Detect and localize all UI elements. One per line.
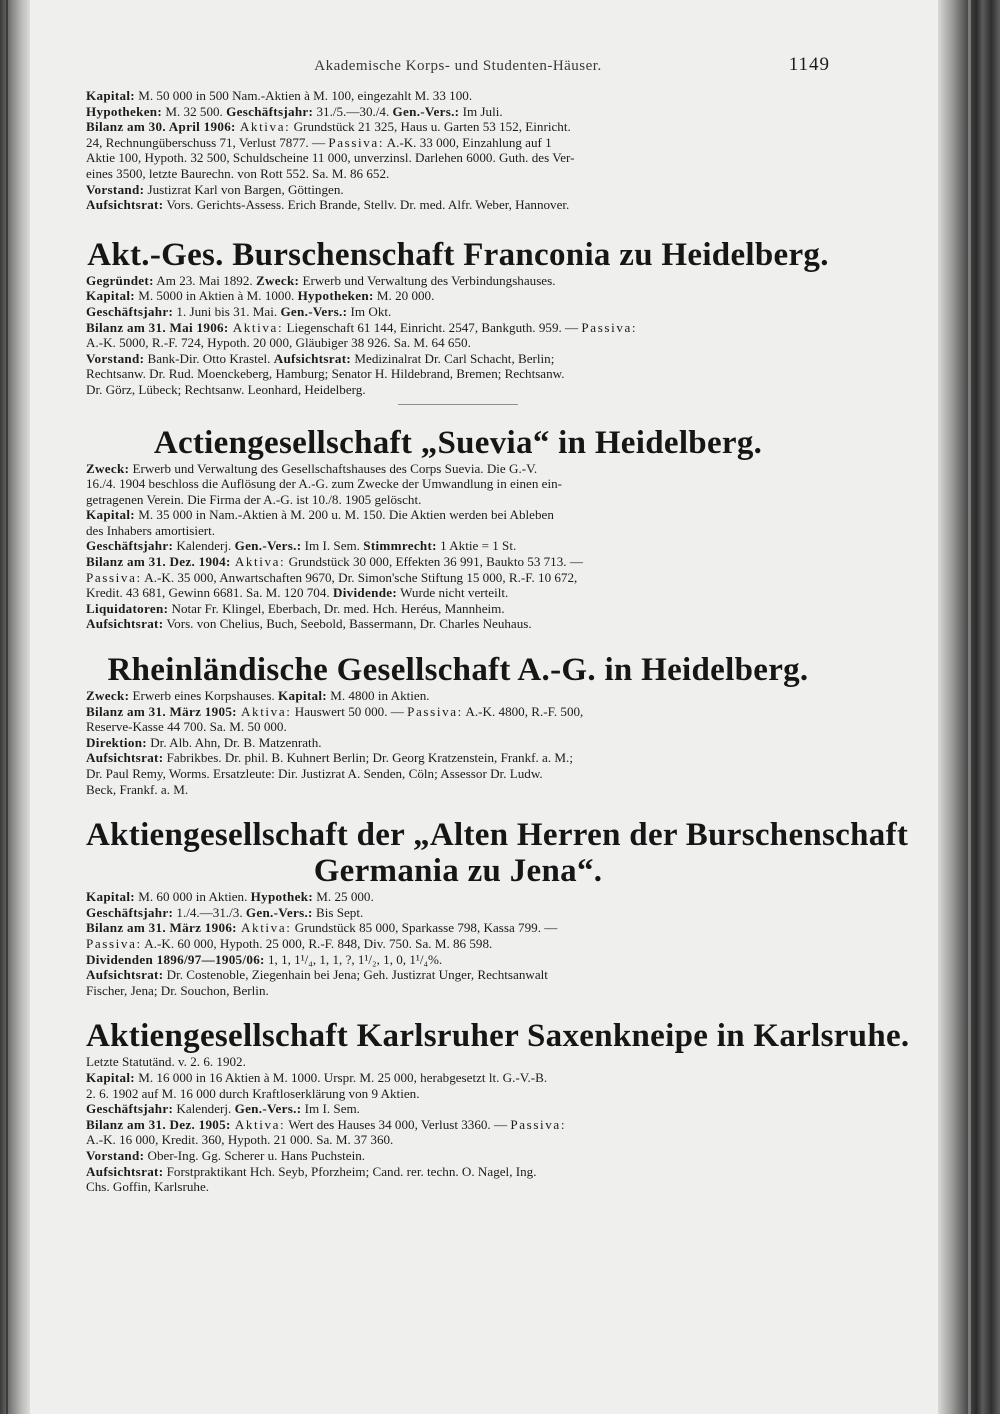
text-line: Bilanz am 31. Mai 1906: Aktiva: Liegenschaft 61 144, Einricht. 2547, Bankguth. 959. — Passiva:: [86, 319, 638, 335]
text-line: Vorstand: Bank-Dir. Otto Krastel. Aufsichtsrat: Medizinalrat Dr. Carl Schacht, Berlin;: [86, 350, 555, 366]
text-line: Aufsichtsrat: Forstpraktikant Hch. Seyb, Pforzheim; Cand. rer. techn. O. Nagel, Ing.: [86, 1163, 537, 1179]
entry-continued: [86, 88, 830, 213]
running-head-title: Akademische Korps- und Studenten-Häuser.: [314, 58, 602, 74]
text-line: 16./4. 1904 beschloss die Auflösung der A.-G. zum Zwecke der Umwandlung in einen ein-: [86, 476, 563, 492]
text-line: Geschäftsjahr: Kalenderj. Gen.-Vers.: Im I. Sem.: [86, 1101, 360, 1117]
page-number: 1149: [788, 54, 830, 75]
company-title-rheinlaendische: Rheinländische Gesellschaft A.-G. in Heidelberg.: [107, 652, 809, 689]
text-line: Beck, Frankf. a. M.: [86, 781, 189, 797]
text-line: Kapital: M. 60 000 in Aktien. Hypothek: M. 25 000.: [86, 889, 374, 905]
text-line: A.-K. 5000, R.-F. 724, Hypoth. 20 000, Gläubiger 38 926. Sa. M. 64 650.: [86, 335, 471, 351]
right-binding-edge: [938, 0, 1000, 1414]
text-line: Aufsichtsrat: Dr. Costenoble, Ziegenhain bei Jena; Geh. Justizrat Unger, Rechtsanwalt: [86, 967, 548, 983]
entry-germania-jena: [86, 889, 830, 998]
text-line: Kapital: M. 5000 in Aktien à M. 1000. Hypotheken: M. 20 000.: [86, 288, 435, 304]
company-title-saxenkneipe: Aktiengesellschaft Karlsruher Saxenkneipe in Karlsruhe.: [86, 1018, 910, 1055]
text-line: Kapital: M. 35 000 in Nam.-Aktien à M. 200 u. M. 150. Die Aktien werden bei Ableben: [86, 507, 554, 523]
text-line: Bilanz am 31. März 1906: Aktiva: Grundstück 85 000, Sparkasse 798, Kassa 799. —: [86, 920, 558, 936]
left-binding-shadow: [0, 0, 30, 1414]
text-line: Vorstand: Ober-Ing. Gg. Scherer u. Hans Puchstein.: [86, 1147, 366, 1163]
text-line: Bilanz am 31. März 1905: Aktiva: Hauswert 50 000. — Passiva: A.-K. 4800, R.-F. 500,: [86, 703, 584, 719]
text-line: Dr. Görz, Lübeck; Rechtsanw. Leonhard, Heidelberg.: [86, 381, 366, 397]
text-line: Liquidatoren: Notar Fr. Klingel, Eberbach, Dr. med. Hch. Heréus, Mannheim.: [86, 600, 505, 616]
running-head: [86, 54, 830, 88]
text-line: Bilanz am 30. April 1906: Aktiva: Grundstück 21 325, Haus u. Garten 53 152, Einricht.: [86, 119, 571, 135]
text-line: Aktie 100, Hypoth. 32 500, Schuldscheine 11 000, unverzinsl. Darlehen 6000. Guth. des Ver-: [86, 150, 575, 166]
text-line: Direktion: Dr. Alb. Ahn, Dr. B. Matzenrath.: [86, 734, 322, 750]
text-line: Fischer, Jena; Dr. Souchon, Berlin.: [86, 982, 269, 998]
text-line: eines 3500, letzte Baurechn. von Rott 552. Sa. M. 86 652.: [86, 165, 390, 181]
text-line: Aufsichtsrat: Vors. Gerichts-Assess. Erich Brande, Stellv. Dr. med. Alfr. Weber, Hannover.: [86, 197, 570, 213]
entry-franconia: [86, 273, 830, 398]
text-line: Letzte Statutänd. v. 2. 6. 1902.: [86, 1054, 246, 1070]
text-line: Dividenden 1896/97—1905/06: 1, 1, 1¹/₄, 1, 1, ?, 1¹/₂, 1, 0, 1¹/₄%.: [86, 951, 443, 967]
text-line: Zweck: Erwerb eines Korpshauses. Kapital: M. 4800 in Aktien.: [86, 688, 430, 704]
entry-saxenkneipe: [86, 1054, 830, 1194]
text-line: A.-K. 16 000, Kredit. 360, Hypoth. 21 000. Sa. M. 37 360.: [86, 1132, 394, 1148]
text-line: Zweck: Erwerb und Verwaltung des Gesellschaftshauses des Corps Suevia. Die G.-V.: [86, 460, 538, 476]
text-line: Vorstand: Justizrat Karl von Bargen, Göttingen.: [86, 181, 344, 197]
text-line: Hypotheken: M. 32 500. Geschäftsjahr: 31./5.—30./4. Gen.-Vers.: Im Juli.: [86, 103, 503, 119]
text-line: Geschäftsjahr: Kalenderj. Gen.-Vers.: Im I. Sem. Stimmrecht: 1 Aktie = 1 St.: [86, 538, 517, 554]
text-line: Bilanz am 31. Dez. 1904: Aktiva: Grundstück 30 000, Effekten 36 991, Baukto 53 713. —: [86, 554, 583, 570]
text-line: Geschäftsjahr: 1. Juni bis 31. Mai. Gen.-Vers.: Im Okt.: [86, 303, 392, 319]
entry-suevia: [86, 461, 830, 633]
text-line: Kapital: M. 16 000 in 16 Aktien à M. 1000. Urspr. M. 25 000, herabgesetzt lt. G.-V.-B.: [86, 1069, 548, 1085]
text-line: Chs. Goffin, Karlsruhe.: [86, 1179, 210, 1195]
text-line: des Inhabers amortisiert.: [86, 522, 216, 538]
text-line: Kapital: M. 50 000 in 500 Nam.-Aktien à M. 100, eingezahlt M. 33 100.: [86, 88, 473, 103]
text-line: Bilanz am 31. Dez. 1905: Aktiva: Wert des Hauses 34 000, Verlust 3360. — Passiva:: [86, 1116, 567, 1132]
text-line: getragenen Verein. Die Firma der A.-G. ist 10./8. 1905 gelöscht.: [86, 491, 422, 507]
entry-rheinlaendische: [86, 688, 830, 797]
company-title-franconia: Akt.-Ges. Burschenschaft Franconia zu Heidelberg.: [87, 236, 829, 273]
page-content: [86, 54, 910, 1195]
text-line: Aufsichtsrat: Vors. von Chelius, Buch, Seebold, Bassermann, Dr. Charles Neuhaus.: [86, 616, 532, 632]
text-line: 2. 6. 1902 auf M. 16 000 durch Kraftloserklärung von 9 Aktien.: [86, 1085, 420, 1101]
company-title-germania-jena: [86, 817, 909, 890]
text-line: Passiva: A.-K. 35 000, Anwartschaften 9670, Dr. Simon'sche Stiftung 15 000, R.-F. 10 672,: [86, 569, 578, 585]
text-line: 24, Rechnungüberschuss 71, Verlust 7877. — Passiva: A.-K. 33 000, Einzahlung auf 1: [86, 134, 552, 150]
text-line: Reserve-Kasse 44 700. Sa. M. 50 000.: [86, 719, 287, 735]
text-line: Aufsichtsrat: Fabrikbes. Dr. phil. B. Kuhnert Berlin; Dr. Georg Kratzenstein, Frankf. a. M.;: [86, 750, 573, 766]
text-line: Passiva: A.-K. 60 000, Hypoth. 25 000, R.-F. 848, Div. 750. Sa. M. 86 598.: [86, 935, 493, 951]
text-line: Geschäftsjahr: 1./4.—31./3. Gen.-Vers.: Bis Sept.: [86, 904, 364, 920]
company-title-line-2: Germania zu Jena“.: [313, 853, 603, 890]
text-line: Gegründet: Am 23. Mai 1892. Zweck: Erwerb und Verwaltung des Verbindungshauses.: [86, 272, 556, 288]
text-line: Rechtsanw. Dr. Rud. Moenckeberg, Hamburg; Senator H. Hildebrand, Bremen; Rechtsanw.: [86, 366, 565, 382]
text-line: Kredit. 43 681, Gewinn 6681. Sa. M. 120 704. Dividende: Wurde nicht verteilt.: [86, 585, 509, 601]
company-title-suevia: Actiengesellschaft „Suevia“ in Heidelberg.: [153, 424, 763, 461]
company-title-line-1: Aktiengesellschaft der „Alten Herren der Burschenschaft: [86, 817, 909, 854]
text-line: Dr. Paul Remy, Worms. Ersatzleute: Dir. Justizrat A. Senden, Cöln; Assessor Dr. Ludw.: [86, 766, 543, 781]
